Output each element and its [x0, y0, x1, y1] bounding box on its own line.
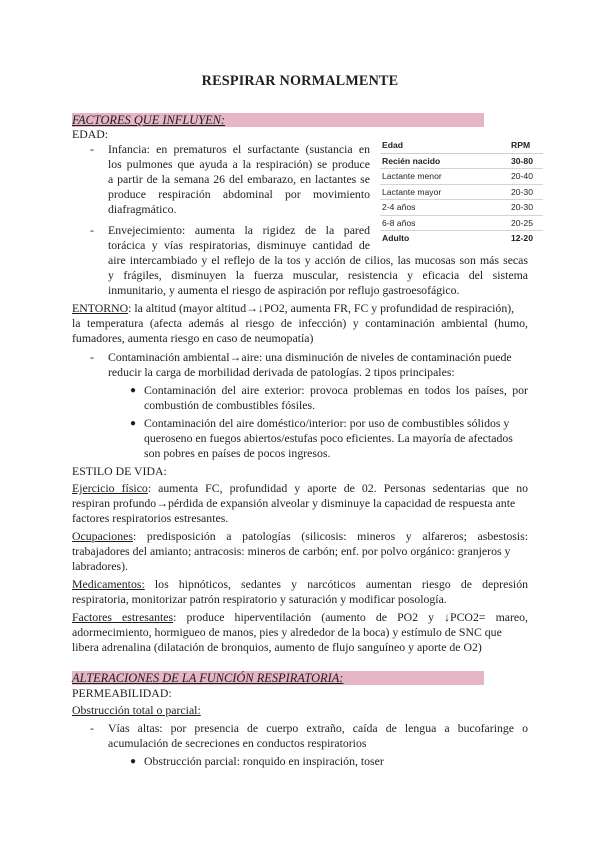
rpm-age: Lactante mayor: [380, 184, 509, 200]
heading-permeabilidad: PERMEABILIDAD:: [72, 686, 172, 700]
ocupaciones-line-2: trabajadores del amianto; antracosis: mineros de carbón; enf. por polvo orgánico: granjeros y: [72, 544, 511, 558]
ocupaciones-label: Ocupaciones: [72, 529, 133, 543]
rpm-table-header: [380, 138, 543, 153]
rpm-age: 2-4 años: [380, 200, 509, 216]
rpm-value: 20-25: [509, 215, 543, 231]
rpm-value: 20-30: [509, 200, 543, 216]
table-row: [380, 231, 543, 246]
rpm-header-edad: Edad: [380, 138, 509, 153]
entorno-line-1: [72, 301, 514, 316]
section-header-alteraciones: [72, 671, 484, 685]
aire-interior-line: queroseno en fuegos abiertos/estufas poco eficientes. La mayoría de afectados: [144, 431, 513, 445]
rpm-age: Recién nacido: [380, 153, 509, 169]
dash-bullet: -: [90, 721, 94, 735]
obstruccion-parcial-line: Obstrucción parcial: ronquido en inspiración, toser: [144, 754, 384, 768]
medicamentos-label: Medicamentos:: [72, 577, 145, 591]
section-header-alteraciones-text: ALTERACIONES DE LA FUNCIÓN RESPIRATORIA:: [72, 671, 344, 685]
entorno-label: ENTORNO: [72, 301, 129, 315]
envejecimiento-line: y frágiles, disminuyen la fuerza muscular, resistencia y eficacia del sistema: [108, 268, 528, 282]
rpm-value: 12-20: [511, 233, 533, 244]
contaminacion-line: reducir la carga de morbilidad derivada de patologías. 2 tipos principales:: [108, 365, 455, 379]
envejecimiento-line: inmunitario, y aumenta el riesgo de aspiración por reflujo gastroesofágico.: [108, 283, 460, 297]
bullet-dot: ●: [130, 418, 137, 429]
ocupaciones-text: : predisposición a patologías (silicosis: mineros y alfareros; asbestosis:: [132, 529, 528, 543]
infancia-line: a partir de la semana 26 del embarazo, en lactantes se: [108, 172, 370, 186]
infancia-line: diafragmático.: [108, 202, 177, 216]
heading-estilo-de-vida: ESTILO DE VIDA:: [72, 464, 167, 478]
rpm-value: 30-80: [509, 153, 543, 169]
section-header-factores: [72, 113, 484, 127]
page-title: RESPIRAR NORMALMENTE: [201, 73, 399, 89]
rpm-age: 6-8 años: [380, 215, 509, 231]
bullet-dot: ●: [130, 385, 137, 396]
entorno-line-2: la temperatura (afecta además al riesgo de infección) y contaminación ambiental (humo,: [72, 316, 528, 330]
contaminacion-line: Contaminación ambiental→aire: una disminución de niveles de contaminación puede: [108, 350, 512, 364]
ocupaciones-line-1: [72, 529, 528, 544]
entorno-text: : la altitud (mayor altitud→↓PO2, aumenta FR, FC y profundidad de respiración),: [128, 301, 515, 315]
ejercicio-text: : aumenta FC, profundidad y aporte de 02. Personas sedentarias que no: [147, 481, 528, 495]
heading-edad: EDAD:: [72, 127, 109, 141]
ejercicio-line-1: [72, 481, 528, 496]
rpm-header-rpm: RPM: [509, 138, 543, 153]
section-header-factores-text: FACTORES QUE INFLUYEN:: [72, 113, 226, 127]
factores-estresantes-label: Factores estresantes: [72, 610, 174, 624]
rpm-age: Adulto: [382, 233, 410, 244]
vias-altas-line: Vías altas: por presencia de cuerpo extraño, caída de lengua a bucofaringe o: [108, 721, 528, 735]
rpm-age: Lactante menor: [380, 169, 509, 185]
medicamentos-text: los hipnóticos, sedantes y narcóticos aumentan riesgo de depresión: [144, 577, 528, 591]
aire-interior-line: son pobres en países de pocos ingresos.: [144, 446, 331, 460]
infancia-line: Infancia: en prematuros el surfactante (sustancia en: [108, 142, 370, 156]
dash-bullet: -: [90, 350, 94, 364]
ejercicio-line-2: respiran profundo→pérdida de expansión alveolar y disminuye la capacidad de respuesta ante: [72, 496, 516, 510]
factores-estresantes-text: : produce hiperventilación (aumento de PO2 y ↓PCO2= mareo,: [173, 610, 528, 624]
dash-bullet: -: [90, 142, 94, 156]
infancia-line: los pulmones que ayuda a la respiración) se produce: [108, 157, 370, 171]
factores-estresantes-line-2: adormecimiento, hormigueo de manos, pies y alrededor de la boca) y estímulo de SNC que: [72, 625, 502, 639]
vias-altas-line: acumulación de secreciones en conductos respiratorios: [108, 736, 367, 750]
table-row: [380, 184, 543, 200]
aire-interior-line: Contaminación del aire doméstico/interior: por uso de combustibles sólidos y: [144, 416, 510, 430]
ejercicio-line-3: factores respiratorios estresantes.: [72, 511, 229, 525]
entorno-line-3: fumadores, aumenta riesgo en caso de neumopatía): [72, 331, 314, 345]
rpm-value: 20-40: [509, 169, 543, 185]
table-row: [380, 215, 543, 231]
ocupaciones-line-3: labradores).: [72, 559, 129, 573]
envejecimiento-line: Envejecimiento: aumenta la rigidez de la pared: [108, 223, 370, 237]
infancia-line: produce respiración abdominal por movimiento: [108, 187, 370, 201]
rpm-table: [380, 138, 543, 246]
medicamentos-line-2: respiratoria, monitorizar patrón respiratorio y saturación y modificar posología.: [72, 592, 447, 606]
table-row: [380, 200, 543, 216]
heading-obstruccion: Obstrucción total o parcial:: [72, 703, 201, 717]
factores-estresantes-line-1: [72, 610, 528, 625]
envejecimiento-line: aire intercambiado y el reflejo de la tos y acción de cilios, las mucosas son más secas: [108, 253, 528, 267]
envejecimiento-line: torácica y vías respiratorias, disminuye cantidad de: [108, 238, 370, 252]
table-row: [380, 169, 543, 185]
medicamentos-line-1: [72, 577, 528, 592]
rpm-value: 20-30: [509, 184, 543, 200]
ejercicio-label: Ejercicio físico: [72, 481, 148, 495]
bullet-dot: ●: [130, 756, 137, 767]
aire-exterior-line: combustión de combustibles fósiles.: [144, 398, 316, 412]
aire-exterior-line: Contaminación del aire exterior: provoca problemas en todos los países, por: [144, 383, 528, 397]
factores-estresantes-line-3: libera adrenalina (dilatación de bronquios, aumento de flujo sanguíneo y aporte de O2): [72, 640, 482, 654]
table-row: [380, 153, 543, 169]
dash-bullet: -: [90, 223, 94, 237]
